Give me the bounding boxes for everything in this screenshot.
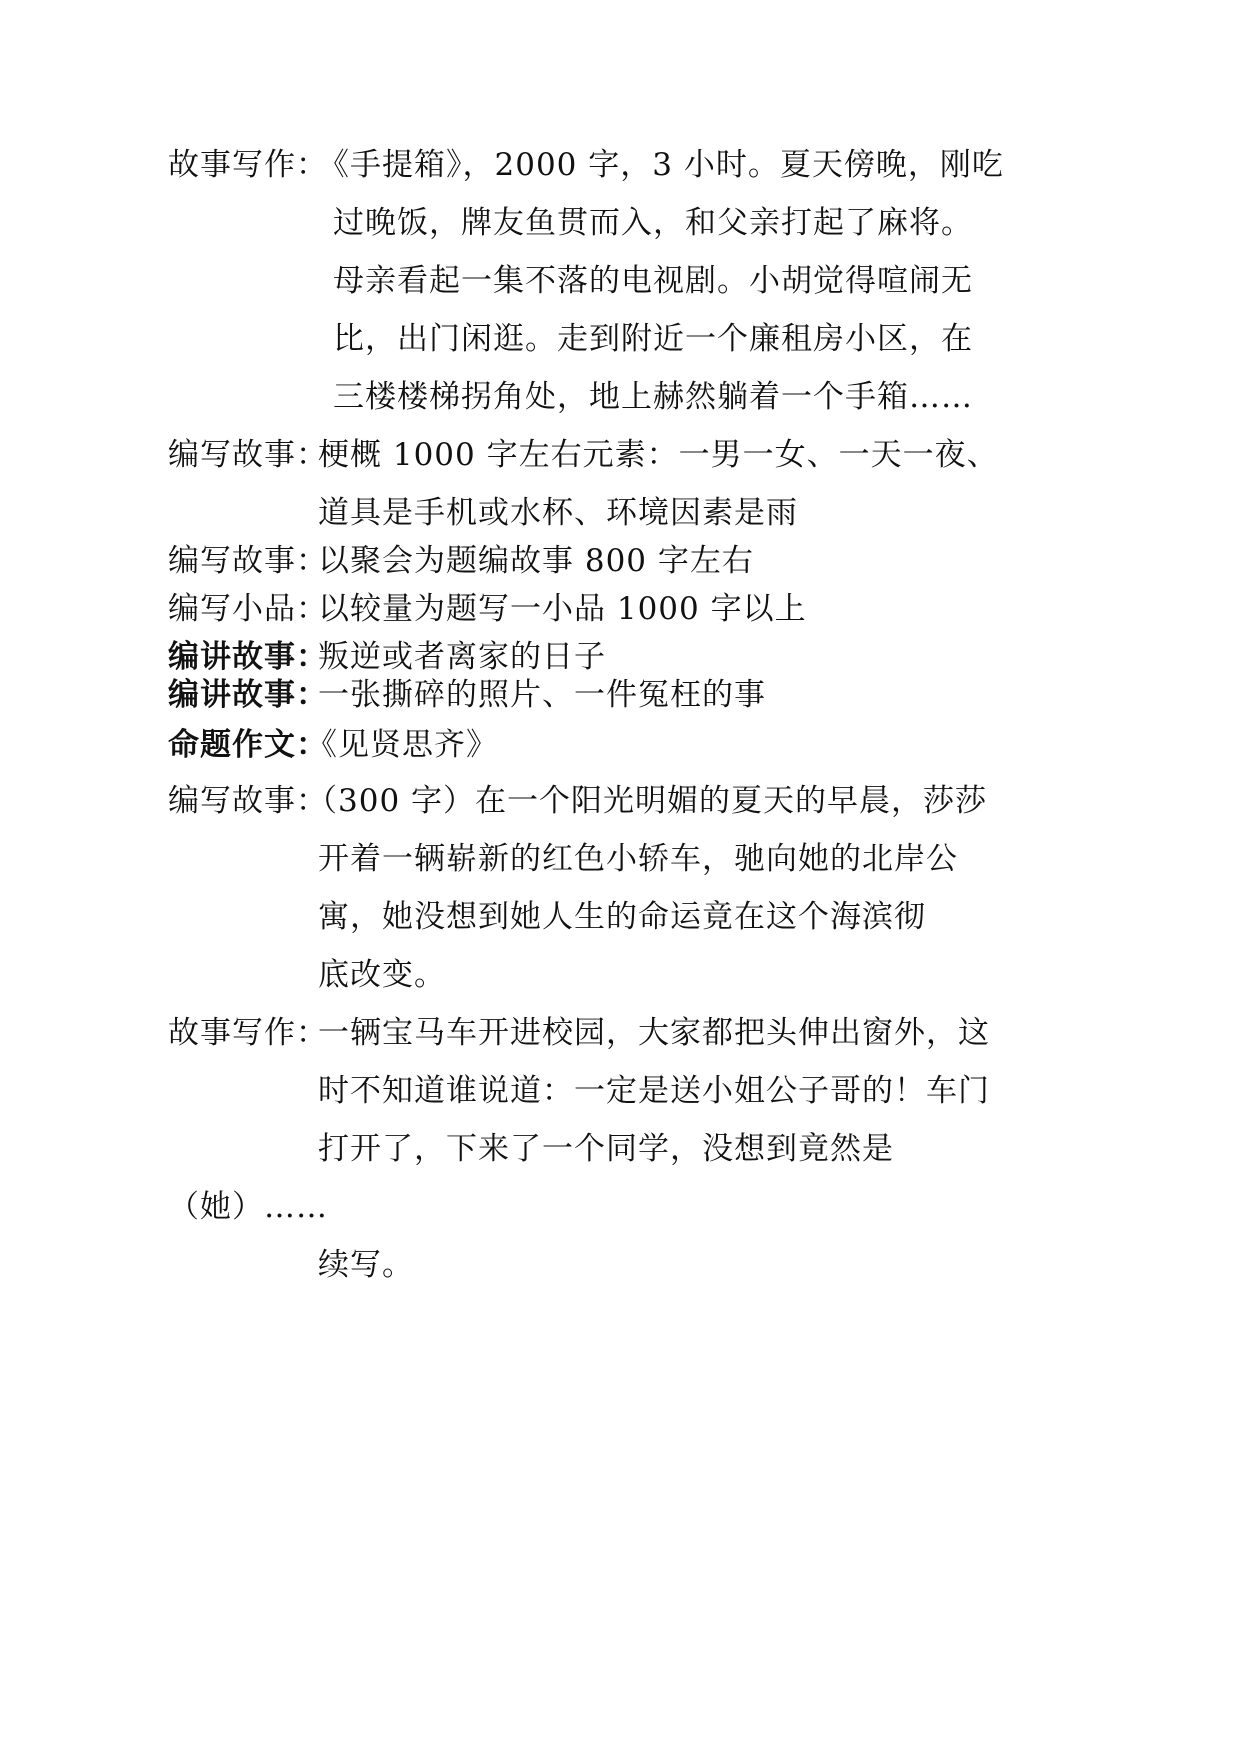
entry-text-line: 道具是手机或水杯、环境因素是雨 <box>318 495 798 531</box>
entry-label: 故事写作： <box>168 1015 328 1051</box>
entry-text-line: 打开了，下来了一个同学，没想到竟然是 <box>318 1131 894 1167</box>
entry-label: 编写故事： <box>168 783 328 819</box>
entry-text-line: 三楼楼梯拐角处，地上赫然躺着一个手箱…… <box>333 379 973 415</box>
entry-label: 编讲故事： <box>168 677 328 713</box>
entry-text-line: 一张撕碎的照片、一件冤枉的事 <box>318 677 766 713</box>
entry-text-line: （300 字）在一个阳光明媚的夏天的早晨，莎莎 <box>306 783 988 819</box>
entry-text-line: 叛逆或者离家的日子 <box>318 639 606 675</box>
entry-label: 编写故事： <box>168 437 328 473</box>
entry-text-line: 一辆宝马车开进校园，大家都把头伸出窗外，这 <box>318 1015 990 1051</box>
entry-text-line: 梗概 1000 字左右元素：一男一女、一天一夜、 <box>318 437 999 473</box>
entry-label: 编写故事： <box>168 543 328 579</box>
entry-label: 故事写作： <box>168 147 328 183</box>
entry-label: 命题作文： <box>168 727 328 763</box>
entry-text-line: 比，出门闲逛。走到附近一个廉租房小区，在 <box>333 321 973 357</box>
entry-text-line: 以聚会为题编故事 800 字左右 <box>318 543 754 579</box>
entry-text-line: 以较量为题写一小品 1000 字以上 <box>318 591 807 627</box>
entry-text-line: （她）…… <box>168 1189 328 1225</box>
entry-text-line: 母亲看起一集不落的电视剧。小胡觉得喧闹无 <box>333 263 973 299</box>
entry-text-line: 续写。 <box>318 1247 414 1283</box>
entry-text-line: 开着一辆崭新的红色小轿车，驰向她的北岸公 <box>318 841 958 877</box>
entry-text-line: 寓，她没想到她人生的命运竟在这个海滨彻 <box>318 899 926 935</box>
entry-text-line: 《见贤思齐》 <box>306 727 498 763</box>
entry-text-line: 过晚饭，牌友鱼贯而入，和父亲打起了麻将。 <box>333 205 973 241</box>
entry-text-line: 《手提箱》，2000 字，3 小时。夏天傍晚，刚吃 <box>318 147 1004 183</box>
entry-label: 编写小品： <box>168 591 328 627</box>
entry-label: 编讲故事： <box>168 639 328 675</box>
entry-text-line: 时不知道谁说道：一定是送小姐公子哥的！车门 <box>318 1073 990 1109</box>
entry-text-line: 底改变。 <box>318 957 446 993</box>
